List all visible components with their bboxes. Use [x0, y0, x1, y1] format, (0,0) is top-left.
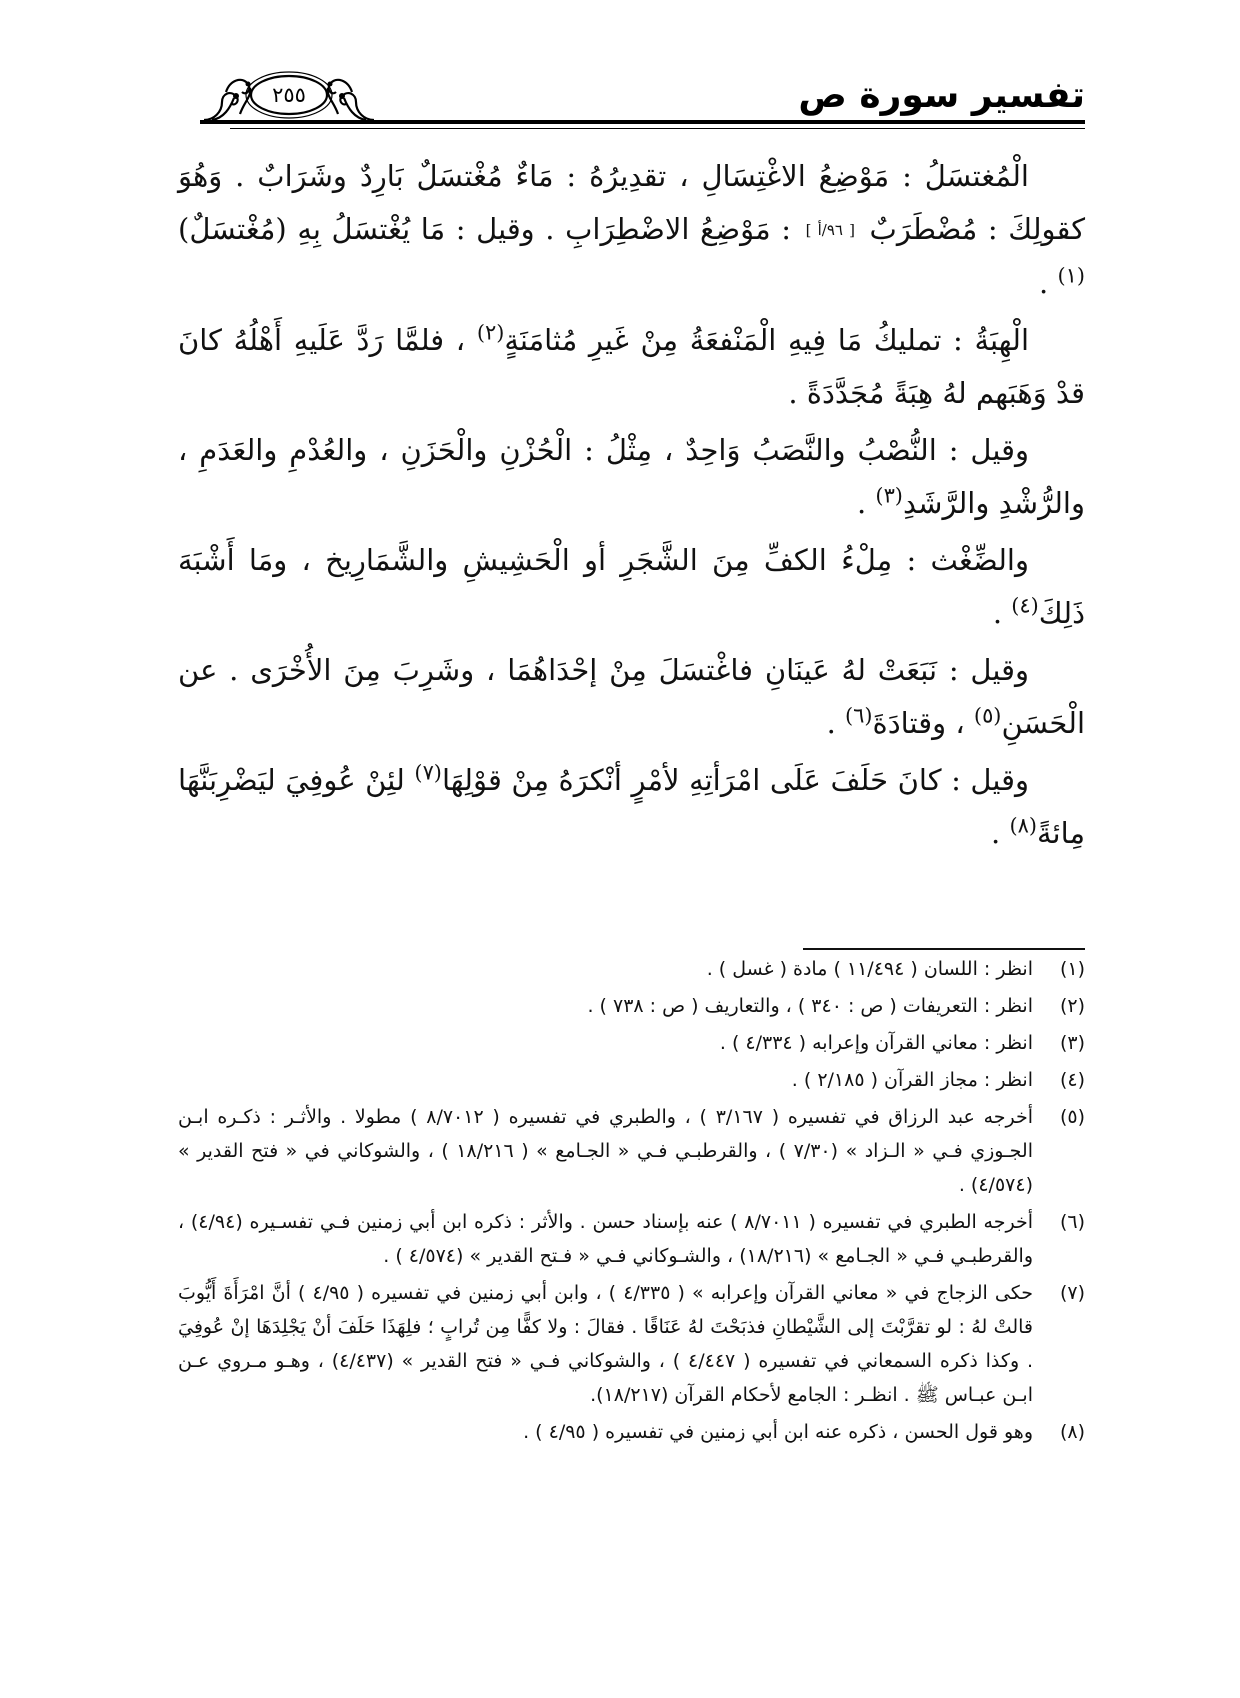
footnote-7 — [178, 1276, 1085, 1412]
footnote-number: (٣) — [1059, 1032, 1085, 1054]
paragraph-6-end: . — [991, 816, 1001, 850]
page-number: ٢٥٥ — [272, 83, 306, 107]
paragraph-4 — [178, 534, 1085, 640]
footnote-5 — [178, 1100, 1085, 1202]
paragraph-3 — [178, 424, 1085, 530]
footnote-text: أخرجه الطبري في تفسيره ( ٨/٧٠١١ ) عنه بإسناد حسن . والأثر : ذكره ابن أبي زمنين فـي تفسـيره (٤/٩٤) ، والقرطبـي فـي « الجـامع » (١٨/٢١٦) ، والشـوكاني فـي « فـتح القدير » (٤/٥٧٤ ) . — [178, 1211, 1033, 1267]
footnote-4 — [178, 1063, 1085, 1097]
footnote-ref-1: (١) — [1057, 263, 1085, 288]
footnote-text: انظر : معاني القرآن وإعرابه ( ٤/٣٣٤ ) . — [719, 1032, 1033, 1054]
paragraph-4-end: . — [992, 596, 1003, 630]
footnote-text: أخرجه عبد الرزاق في تفسيره ( ٣/١٦٧ ) ، والطبري في تفسيره ( ٨/٧٠١٢ ) مطولا . والأثـر : ذكـره ابـن الجـوزي فـي « الـزاد » (٧/٣٠ ) ، والقرطبـي فـي « الجـامع » ( ١٨/٢١٦ ) ، والشوكاني في « فتح القدير » (٤/٥٧٤) . — [178, 1106, 1034, 1196]
footnote-ref-4: (٤) — [1011, 593, 1039, 618]
paragraph-5-text-b: ، وقتادَةَ — [872, 706, 965, 740]
paragraph-1 — [178, 150, 1085, 310]
header-rule-thin — [230, 128, 1085, 129]
footnote-ref-8: (٨) — [1009, 813, 1037, 838]
footnote-number: (٧) — [1059, 1282, 1085, 1304]
paragraph-4-text: والضِّغْث : مِلْءُ الكفِّ مِنَ الشَّجَرِ أو الْحَشِيشِ والشَّمَارِيخ ، ومَا أَشْبَهَ ذَلِكَ — [178, 543, 1085, 630]
paragraph-6 — [178, 754, 1085, 860]
header-rule — [200, 120, 1085, 124]
paragraph-2-text-b: ، فلمَّا رَدَّ عَلَيهِ أَهْلُهُ كانَ قدْ وَهَبَهم لهُ هِبَةً مُجَدَّدَةً . — [178, 323, 1085, 410]
footnote-8 — [178, 1415, 1085, 1449]
footnote-separator — [803, 948, 1085, 950]
footnote-number: (١) — [1059, 958, 1085, 980]
footnote-text: وهو قول الحسن ، ذكره عنه ابن أبي زمنين في تفسيره ( ٤/٩٥ ) . — [523, 1421, 1033, 1443]
footnote-number: (٦) — [1059, 1211, 1085, 1233]
paragraph-1-text-a: الْمُغتسَلُ : مَوْضِعُ الاغْتِسَالِ ، تقدِيرُهُ : مَاءٌ مُغْتسَلٌ بَارِدٌ وشَرَابٌ . وَهُوَ كقولِكَ : مُضْطَرَبٌ — [178, 159, 1085, 246]
main-text — [178, 150, 1085, 864]
footnote-ref-7: (٧) — [414, 760, 442, 785]
paragraph-3-text: وقيل : النُّصْبُ والنَّصَبُ وَاحِدٌ ، مِثْلُ : الْحُزْنِ والْحَزَنِ ، والعُدْمِ والعَدَمِ ، والرُّشْدِ والرَّشَدِ — [178, 433, 1085, 520]
footnote-text: انظر : مجاز القرآن ( ٢/١٨٥ ) . — [791, 1069, 1033, 1091]
paragraph-1-text-b: : مَوْضِعُ الاضْطِرَابِ . وقيل : مَا يُغْتسَلُ بِهِ (مُغْتسَلٌ) — [178, 212, 791, 246]
paragraph-5-text-a: وقيل : نَبَعَتْ لهُ عَينَانِ فاغْتسَلَ مِنْ إحْدَاهُمَا ، وشَرِبَ مِنَ الأُخْرَى . عن الْحَسَنِ — [178, 653, 1085, 740]
footnote-2 — [178, 989, 1085, 1023]
footnote-text: انظر : اللسان ( ١١/٤٩٤ ) مادة ( غسل ) . — [706, 958, 1033, 980]
footnote-ref-2: (٢) — [476, 320, 505, 345]
footnotes — [178, 952, 1085, 1452]
footnote-number: (٢) — [1059, 995, 1085, 1017]
paragraph-2-text-a: الْهِبَةُ : تمليكُ مَا فِيهِ الْمَنْفعَةُ مِنْ غَيرِ مُثامَنَةٍ — [504, 323, 1030, 357]
paragraph-5 — [178, 644, 1085, 750]
footnote-1 — [178, 952, 1085, 986]
paragraph-1-end: . — [1039, 266, 1049, 300]
paragraph-3-end: . — [856, 486, 867, 520]
footnote-6 — [178, 1205, 1085, 1273]
footnote-ref-6: (٦) — [845, 703, 873, 728]
footnote-ref-3: (٣) — [875, 483, 903, 508]
footnote-3 — [178, 1026, 1085, 1060]
footnote-number: (٨) — [1059, 1421, 1085, 1443]
footnote-text: انظر : التعريفات ( ص : ٣٤٠ ) ، والتعاريف ( ص : ٧٣٨ ) . — [587, 995, 1033, 1017]
footnote-number: (٤) — [1059, 1069, 1085, 1091]
footnote-number: (٥) — [1059, 1106, 1085, 1128]
footnote-text: حكى الزجاج في « معاني القرآن وإعرابه » ( ٤/٣٣٥ ) ، وابن أبي زمنين في تفسيره ( ٤/٩٥ ) أنَّ امْرَأَةَ أَيُّوبَ قالتْ لهُ : لو تقرَّبْتَ إلى الشَّيْطانِ فذبَحْتَ لهُ عَنَاقًا . فقالَ : ولا كفًّا مِن تُرابٍ ؛ فلِهَذَا حَلَفَ أنْ يَجْلِدَهَا إنْ عُوفِيَ . وكذا ذكره السمعاني في تفسيره ( ٤/٤٤٧ ) ، والشوكاني فـي « فتح القدير » (٤/٤٣٧) ، وهـو مـروي عـن ابـن عبـاس ﷺ . انظـر : الجامع لأحكام القرآن (١٨/٢١٧). — [178, 1282, 1033, 1406]
paragraph-6-text-b: لئِنْ عُوفِيَ ليَضْرِبَنَّهَا مِائةً — [178, 763, 1085, 850]
paragraph-2 — [178, 314, 1085, 420]
paragraph-6-text-a: وقيل : كانَ حَلَفَ عَلَى امْرَأتِهِ لأمْرٍ أنْكرَهُ مِنْ قوْلِهَا — [441, 763, 1030, 797]
footnote-ref-5: (٥) — [973, 703, 1002, 728]
page-header — [0, 0, 1240, 140]
book-title: تفسير سورة ص — [798, 75, 1085, 116]
manuscript-folio-ref: [ ٩٦/أ ] — [805, 221, 855, 239]
paragraph-5-end: . — [826, 706, 836, 740]
